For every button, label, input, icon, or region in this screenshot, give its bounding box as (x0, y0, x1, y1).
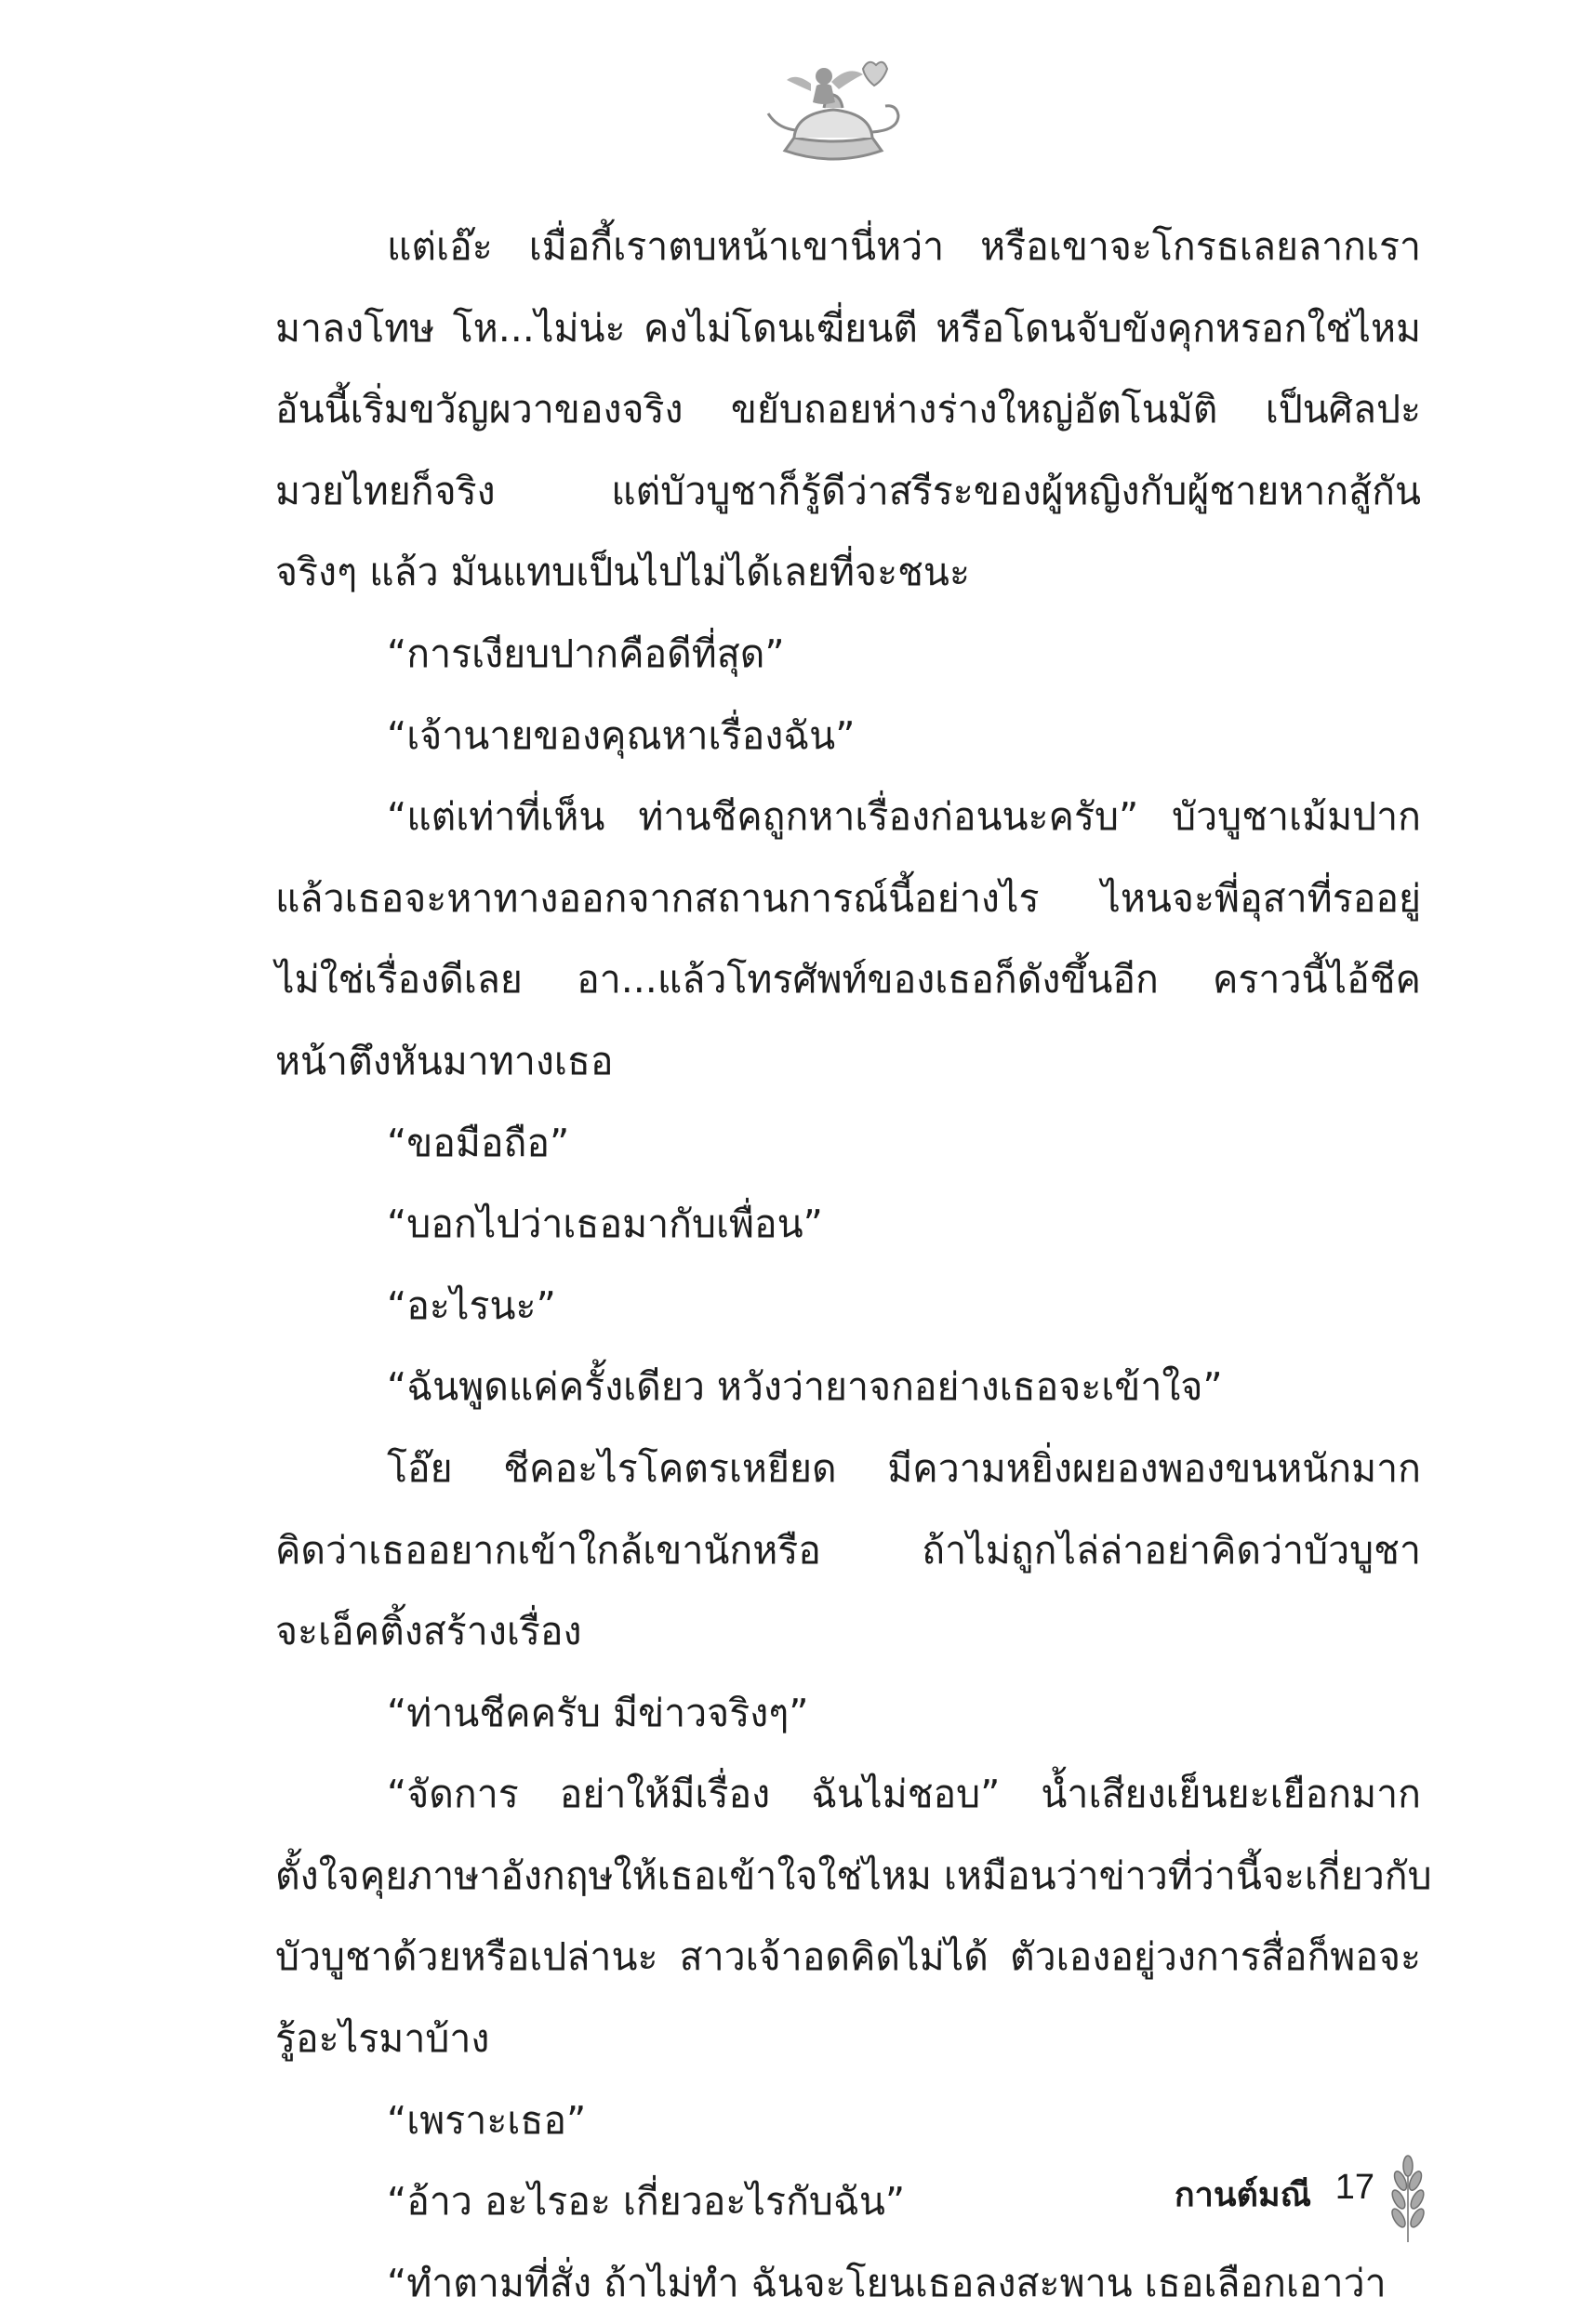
paragraph (275, 1673, 1421, 1755)
text-line: “ขอมือถือ” (387, 1120, 570, 1165)
text-line: คิดว่าเธออยากเข้าใกล้เขานักหรือ ถ้าไม่ถูกไล่ล่าอย่าคิดว่าบัวบูชา (275, 1527, 1421, 1573)
text-line: “จัดการ อย่าให้มีเรื่อง ฉันไม่ชอบ” น้ำเสียงเย็นยะเยือกมาก (387, 1772, 1421, 1817)
wheat-sprig-icon (1384, 2153, 1432, 2246)
paragraph (275, 777, 1421, 1102)
text-line: โอ๊ย ชีคอะไรโคตรเหยียด มีความหยิ่งผยองพองขนหนักมาก (387, 1445, 1421, 1491)
paragraph (275, 206, 1421, 614)
paragraph (275, 1266, 1421, 1348)
text-line: หน้าตึงหันมาทางเธอ (275, 1038, 614, 1083)
text-line: “บอกไปว่าเธอมากับเพื่อน” (387, 1202, 823, 1247)
running-title: กานต์มณี (1174, 2176, 1311, 2214)
text-line: จริงๆ แล้ว มันแทบเป็นไปไม่ได้เลยที่จะชนะ (275, 550, 970, 595)
paragraph (275, 1754, 1432, 2079)
paragraph (275, 614, 1421, 696)
text-line: “อะไรนะ” (387, 1282, 556, 1328)
text-line: รู้อะไรมาบ้าง (275, 2016, 490, 2062)
paragraph (275, 2080, 1421, 2162)
body-text (275, 206, 1432, 2324)
text-line: บัวบูชาด้วยหรือเปล่านะ สาวเจ้าอดคิดไม่ได้ ตัวเองอยู่วงการสื่อก็พอจะ (275, 1934, 1421, 1980)
page-number: 17 (1334, 2168, 1374, 2207)
text-line: แต่เอ๊ะ เมื่อกี้เราตบหน้าเขานี่หว่า หรือเขาจะโกรธเลยลากเรา (387, 224, 1421, 269)
text-line: จะเอ็คติ้งสร้างเรื่อง (275, 1609, 582, 1654)
text-line: อันนี้เริ่มขวัญผวาของจริง ขยับถอยห่างร่างใหญ่อัตโนมัติ เป็นศิลปะ (275, 387, 1421, 432)
text-line: “เจ้านายของคุณหาเรื่องฉัน” (387, 712, 856, 758)
text-line: “ท่านชีคครับ มีข่าวจริงๆ” (387, 1690, 809, 1735)
page-footer (1042, 2153, 1432, 2255)
text-line: มวยไทยก็จริง แต่บัวบูชาก็รู้ดีว่าสรีระของผู้หญิงกับผู้ชายหากสู้กัน (275, 468, 1421, 513)
text-line: แล้วเธอจะหาทางออกจากสถานการณ์นี้อย่างไร ไหนจะพี่อุสาที่รออยู่ (275, 875, 1421, 921)
cupid-on-magic-lamp-icon (759, 48, 908, 169)
paragraph (275, 1347, 1421, 1428)
text-line: มาลงโทษ โห...ไม่น่ะ คงไม่โดนเฆี่ยนตี หรือโดนจับขังคุกหรอกใช่ไหม (275, 305, 1421, 351)
text-line: “ทำตามที่สั่ง ถ้าไม่ทำ ฉันจะโยนเธอลงสะพาน เธอเลือกเอาว่า (387, 2260, 1387, 2305)
paragraph (275, 1103, 1421, 1185)
text-line: “แต่เท่าที่เห็น ท่านชีคถูกหาเรื่องก่อนนะครับ” บัวบูชาเม้มปาก (387, 794, 1421, 840)
paragraph (275, 696, 1421, 777)
paragraph (275, 1428, 1421, 1673)
text-line: “ฉันพูดแค่ครั้งเดียว หวังว่ายาจกอย่างเธอจะเข้าใจ” (387, 1364, 1223, 1410)
text-line: “การเงียบปากคือดีที่สุด” (387, 631, 785, 676)
text-line: ไม่ใช่เรื่องดีเลย อา...แล้วโทรศัพท์ของเธอก็ดังขึ้นอีก คราวนี้ไอ้ชีค (275, 957, 1421, 1003)
paragraph (275, 1184, 1421, 1266)
text-line: ตั้งใจคุยภาษาอังกฤษให้เธอเข้าใจใช่ไหม เหมือนว่าข่าวที่ว่านี้จะเกี่ยวกับ (275, 1853, 1432, 1898)
text-line: “อ้าว อะไรอะ เกี่ยวอะไรกับฉัน” (387, 2179, 906, 2224)
text-line: “เพราะเธอ” (387, 2097, 587, 2143)
